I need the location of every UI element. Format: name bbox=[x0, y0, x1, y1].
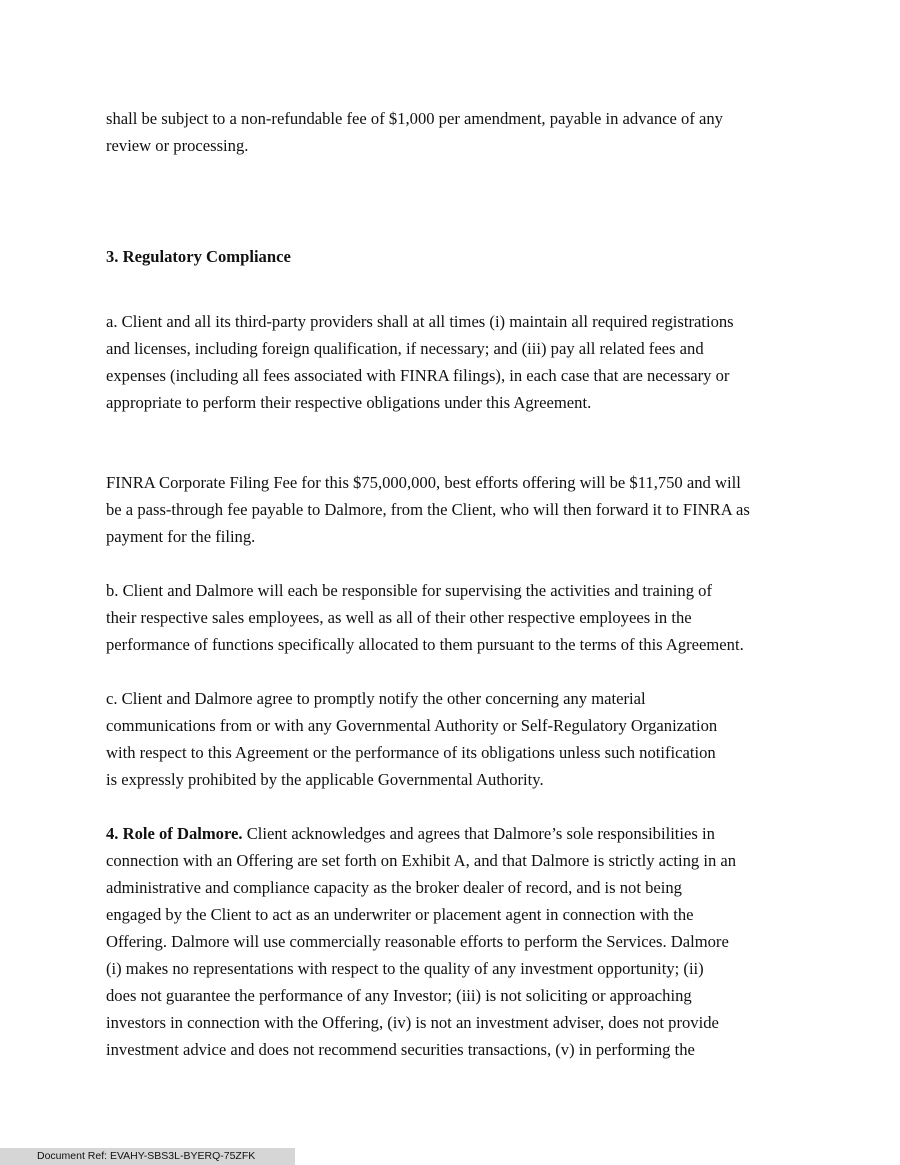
section-3-heading: 3. Regulatory Compliance bbox=[106, 247, 291, 266]
section-4-heading: 4. Role of Dalmore. bbox=[106, 824, 243, 843]
document-page bbox=[106, 105, 806, 1063]
text-line: administrative and compliance capacity as the broker dealer of record, and is not being bbox=[106, 878, 682, 897]
text-line: their respective sales employees, as well as all of their other respective employees in the bbox=[106, 608, 692, 627]
paragraph-3b bbox=[106, 577, 806, 658]
text-line: communications from or with any Governmental Authority or Self-Regulatory Organization bbox=[106, 716, 718, 735]
text-line: performance of functions specifically allocated to them pursuant to the terms of this Agreement. bbox=[106, 635, 744, 654]
text-line: a. Client and all its third-party providers shall at all times (i) maintain all required registrations bbox=[106, 312, 734, 331]
text-line: shall be subject to a non-refundable fee of $1,000 per amendment, payable in advance of any bbox=[106, 109, 723, 128]
text-line: and licenses, including foreign qualification, if necessary; and (iii) pay all related fees and bbox=[106, 339, 704, 358]
text-line: b. Client and Dalmore will each be responsible for supervising the activities and training of bbox=[106, 581, 712, 600]
text-line: investors in connection with the Offering, (iv) is not an investment adviser, does not provide bbox=[106, 1013, 719, 1032]
paragraph-section-4 bbox=[106, 820, 806, 1063]
paragraph-amendment-fee bbox=[106, 105, 806, 159]
text-line: (i) makes no representations with respect to the quality of any investment opportunity; (ii) bbox=[106, 959, 704, 978]
document-ref-footer: Document Ref: EVAHY-SBS3L-BYERQ-75ZFK bbox=[0, 1148, 295, 1165]
paragraph-3a bbox=[106, 308, 806, 416]
text-line: does not guarantee the performance of any Investor; (iii) is not soliciting or approaching bbox=[106, 986, 692, 1005]
paragraph-finra-fee bbox=[106, 469, 806, 550]
text-line: investment advice and does not recommend securities transactions, (v) in performing the bbox=[106, 1040, 695, 1059]
text-line: is expressly prohibited by the applicable Governmental Authority. bbox=[106, 770, 544, 789]
section-4-first-line-text: Client acknowledges and agrees that Dalmore’s sole responsibilities in bbox=[242, 824, 715, 843]
text-line: c. Client and Dalmore agree to promptly notify the other concerning any material bbox=[106, 689, 646, 708]
text-line: expenses (including all fees associated with FINRA filings), in each case that are necessary or bbox=[106, 366, 730, 385]
text-line: payment for the filing. bbox=[106, 527, 256, 546]
text-line: appropriate to perform their respective obligations under this Agreement. bbox=[106, 393, 592, 412]
paragraph-3c bbox=[106, 685, 806, 793]
text-line: engaged by the Client to act as an underwriter or placement agent in connection with the bbox=[106, 905, 694, 924]
text-line: connection with an Offering are set forth on Exhibit A, and that Dalmore is strictly acting in an bbox=[106, 851, 737, 870]
text-line: FINRA Corporate Filing Fee for this $75,000,000, best efforts offering will be $11,750 and will bbox=[106, 473, 741, 492]
text-line: be a pass-through fee payable to Dalmore, from the Client, who will then forward it to FINRA as bbox=[106, 500, 750, 519]
text-line: with respect to this Agreement or the performance of its obligations unless such notification bbox=[106, 743, 716, 762]
text-line: Offering. Dalmore will use commercially reasonable efforts to perform the Services. Dalmore bbox=[106, 932, 729, 951]
text-line: review or processing. bbox=[106, 136, 249, 155]
text-line bbox=[106, 820, 806, 847]
